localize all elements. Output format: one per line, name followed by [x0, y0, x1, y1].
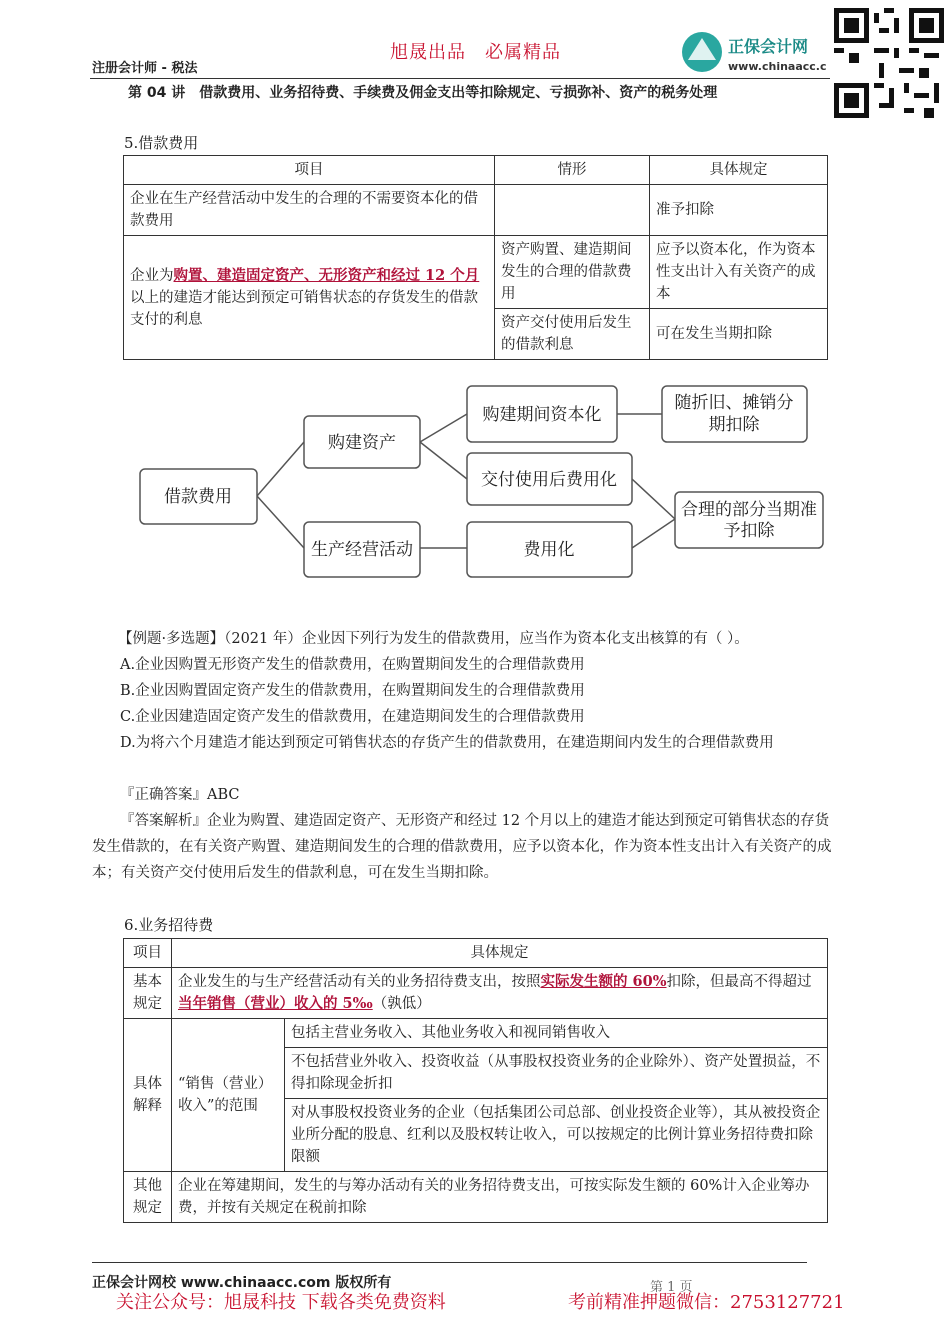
footer-divider	[92, 1262, 807, 1263]
table-cell: 应予以资本化，作为资本性支出计入有关资产的成本	[650, 236, 828, 309]
table-cell: 基本规定	[124, 968, 172, 1019]
entertainment-table	[123, 938, 828, 1223]
header-divider	[90, 78, 830, 79]
table-header: 项目	[124, 156, 495, 185]
subject-title: 注册会计师 - 税法	[92, 61, 198, 76]
diagram-node-depreciation-l2: 期扣除	[708, 415, 760, 435]
section-title-borrowing-costs: 5.借款费用	[124, 134, 199, 152]
diagram-node-root: 借款费用	[164, 487, 232, 507]
table-header: 情形	[495, 156, 650, 185]
header-slogan: 旭晟出品 必属精品	[390, 42, 561, 63]
table-cell: 资产交付使用后发生的借款利息	[495, 309, 650, 360]
brand-logo	[680, 28, 830, 78]
diagram-node-deduct-l2: 予扣除	[723, 521, 775, 541]
diagram-node-expense-after: 交付使用后费用化	[481, 470, 617, 490]
page-number: 第 1 页	[650, 1280, 693, 1295]
table-cell: 其他规定	[124, 1172, 172, 1223]
option-a: A.企业因购置无形资产发生的借款费用，在购置期间发生的合理借款费用	[120, 657, 585, 673]
diagram-node-operations: 生产经营活动	[311, 540, 413, 560]
table-cell: 可在发生当期扣除	[650, 309, 828, 360]
qr-code-icon	[834, 8, 944, 118]
correct-answer: 『正确答案』ABC	[120, 787, 240, 803]
diagram-node-deduct-l1: 合理的部分当期准	[681, 500, 817, 520]
table-cell: 资产购置、建造期间发生的合理的借款费用	[495, 236, 650, 309]
diagram-node-purchase: 购建资产	[328, 433, 396, 453]
diagram-node-capitalize: 购建期间资本化	[482, 405, 602, 425]
table-cell: 包括主营业务收入、其他业务收入和视同销售收入	[285, 1019, 828, 1048]
highlight-text: 当年销售（营业）收入的 5‰	[178, 995, 373, 1012]
svg-text:www.chinaacc.c: www.chinaacc.c	[728, 60, 827, 73]
svg-text:正保会计网: 正保会计网	[728, 37, 809, 56]
table-header: 项目	[124, 939, 172, 968]
borrowing-costs-table	[123, 155, 828, 360]
table-cell: 企业在筹建期间，发生的与筹办活动有关的业务招待费支出，可按实际发生额的 60%计入企业筹办费，并按有关规定在税前扣除	[172, 1172, 828, 1223]
lecture-title: 第 04 讲 借款费用、业务招待费、手续费及佣金支出等扣除规定、亏损弥补、资产的税务处理	[128, 85, 718, 101]
table-header: 具体规定	[650, 156, 828, 185]
table-cell: 企业发生的与生产经营活动有关的业务招待费支出，按照实际发生额的 60%扣除，但最高不得超过当年销售（营业）收入的 5‰（孰低）	[172, 968, 828, 1019]
answer-analysis: 『答案解析』企业为购置、建造固定资产、无形资产和经过 12 个月以上的建造才能达到预定可销售状态的存货发生借款的，在有关资产购置、建造期间发生的合理的借款费用，应予以资本化，作为资本性支出计入有关资产的成本；有关资产交付使用后发生的借款利息，可在发生当期扣除。	[92, 813, 832, 881]
table-cell: 不包括营业外收入、投资收益（从事股权投资业务的企业除外）、资产处置损益，不得扣除现金折扣	[285, 1048, 828, 1099]
borrowing-costs-diagram	[130, 378, 830, 592]
promo-right: 考前精准押题微信：2753127721	[568, 1292, 845, 1313]
table-cell: 具体解释	[124, 1019, 172, 1172]
option-b: B.企业因购置固定资产发生的借款费用，在购置期间发生的合理借款费用	[120, 683, 585, 699]
section-title-entertainment: 6.业务招待费	[124, 916, 214, 934]
table-cell: 企业在生产经营活动中发生的合理的不需要资本化的借款费用	[124, 185, 495, 236]
promo-left: 关注公众号：旭晟科技 下载各类免费资料	[116, 1292, 446, 1313]
footer-logo: 正保会计网校 www.chinaacc.com 版权所有	[92, 1275, 392, 1291]
table-cell: 对从事股权投资业务的企业（包括集团公司总部、创业投资企业等），其从被投资企业所分配的股息、红利以及股权转让收入，可以按规定的比例计算业务招待费扣除限额	[285, 1099, 828, 1172]
table-cell: “销售（营业）收入”的范围	[172, 1019, 285, 1172]
option-c: C.企业因建造固定资产发生的借款费用，在建造期间发生的合理借款费用	[120, 709, 585, 725]
highlight-text: 实际发生额的 60%	[540, 973, 667, 990]
example-question: 【例题·多选题】（2021 年）企业因下列行为发生的借款费用，应当作为资本化支出核算的有（ ）。	[118, 631, 749, 647]
table-cell: 企业为购置、建造固定资产、无形资产和经过 12 个月以上的建造才能达到预定可销售状态的存货发生的借款支付的利息	[124, 236, 495, 360]
table-cell	[495, 185, 650, 236]
table-header: 具体规定	[172, 939, 828, 968]
option-d: D.为将六个月建造才能达到预定可销售状态的存货产生的借款费用，在建造期间内发生的合理借款费用	[120, 735, 774, 751]
highlight-text: 购置、建造固定资产、无形资产和经过 12 个月	[173, 266, 480, 284]
table-cell: 准予扣除	[650, 185, 828, 236]
diagram-node-depreciation-l1: 随折旧、摊销分	[674, 393, 794, 413]
diagram-node-expense: 费用化	[523, 540, 575, 560]
